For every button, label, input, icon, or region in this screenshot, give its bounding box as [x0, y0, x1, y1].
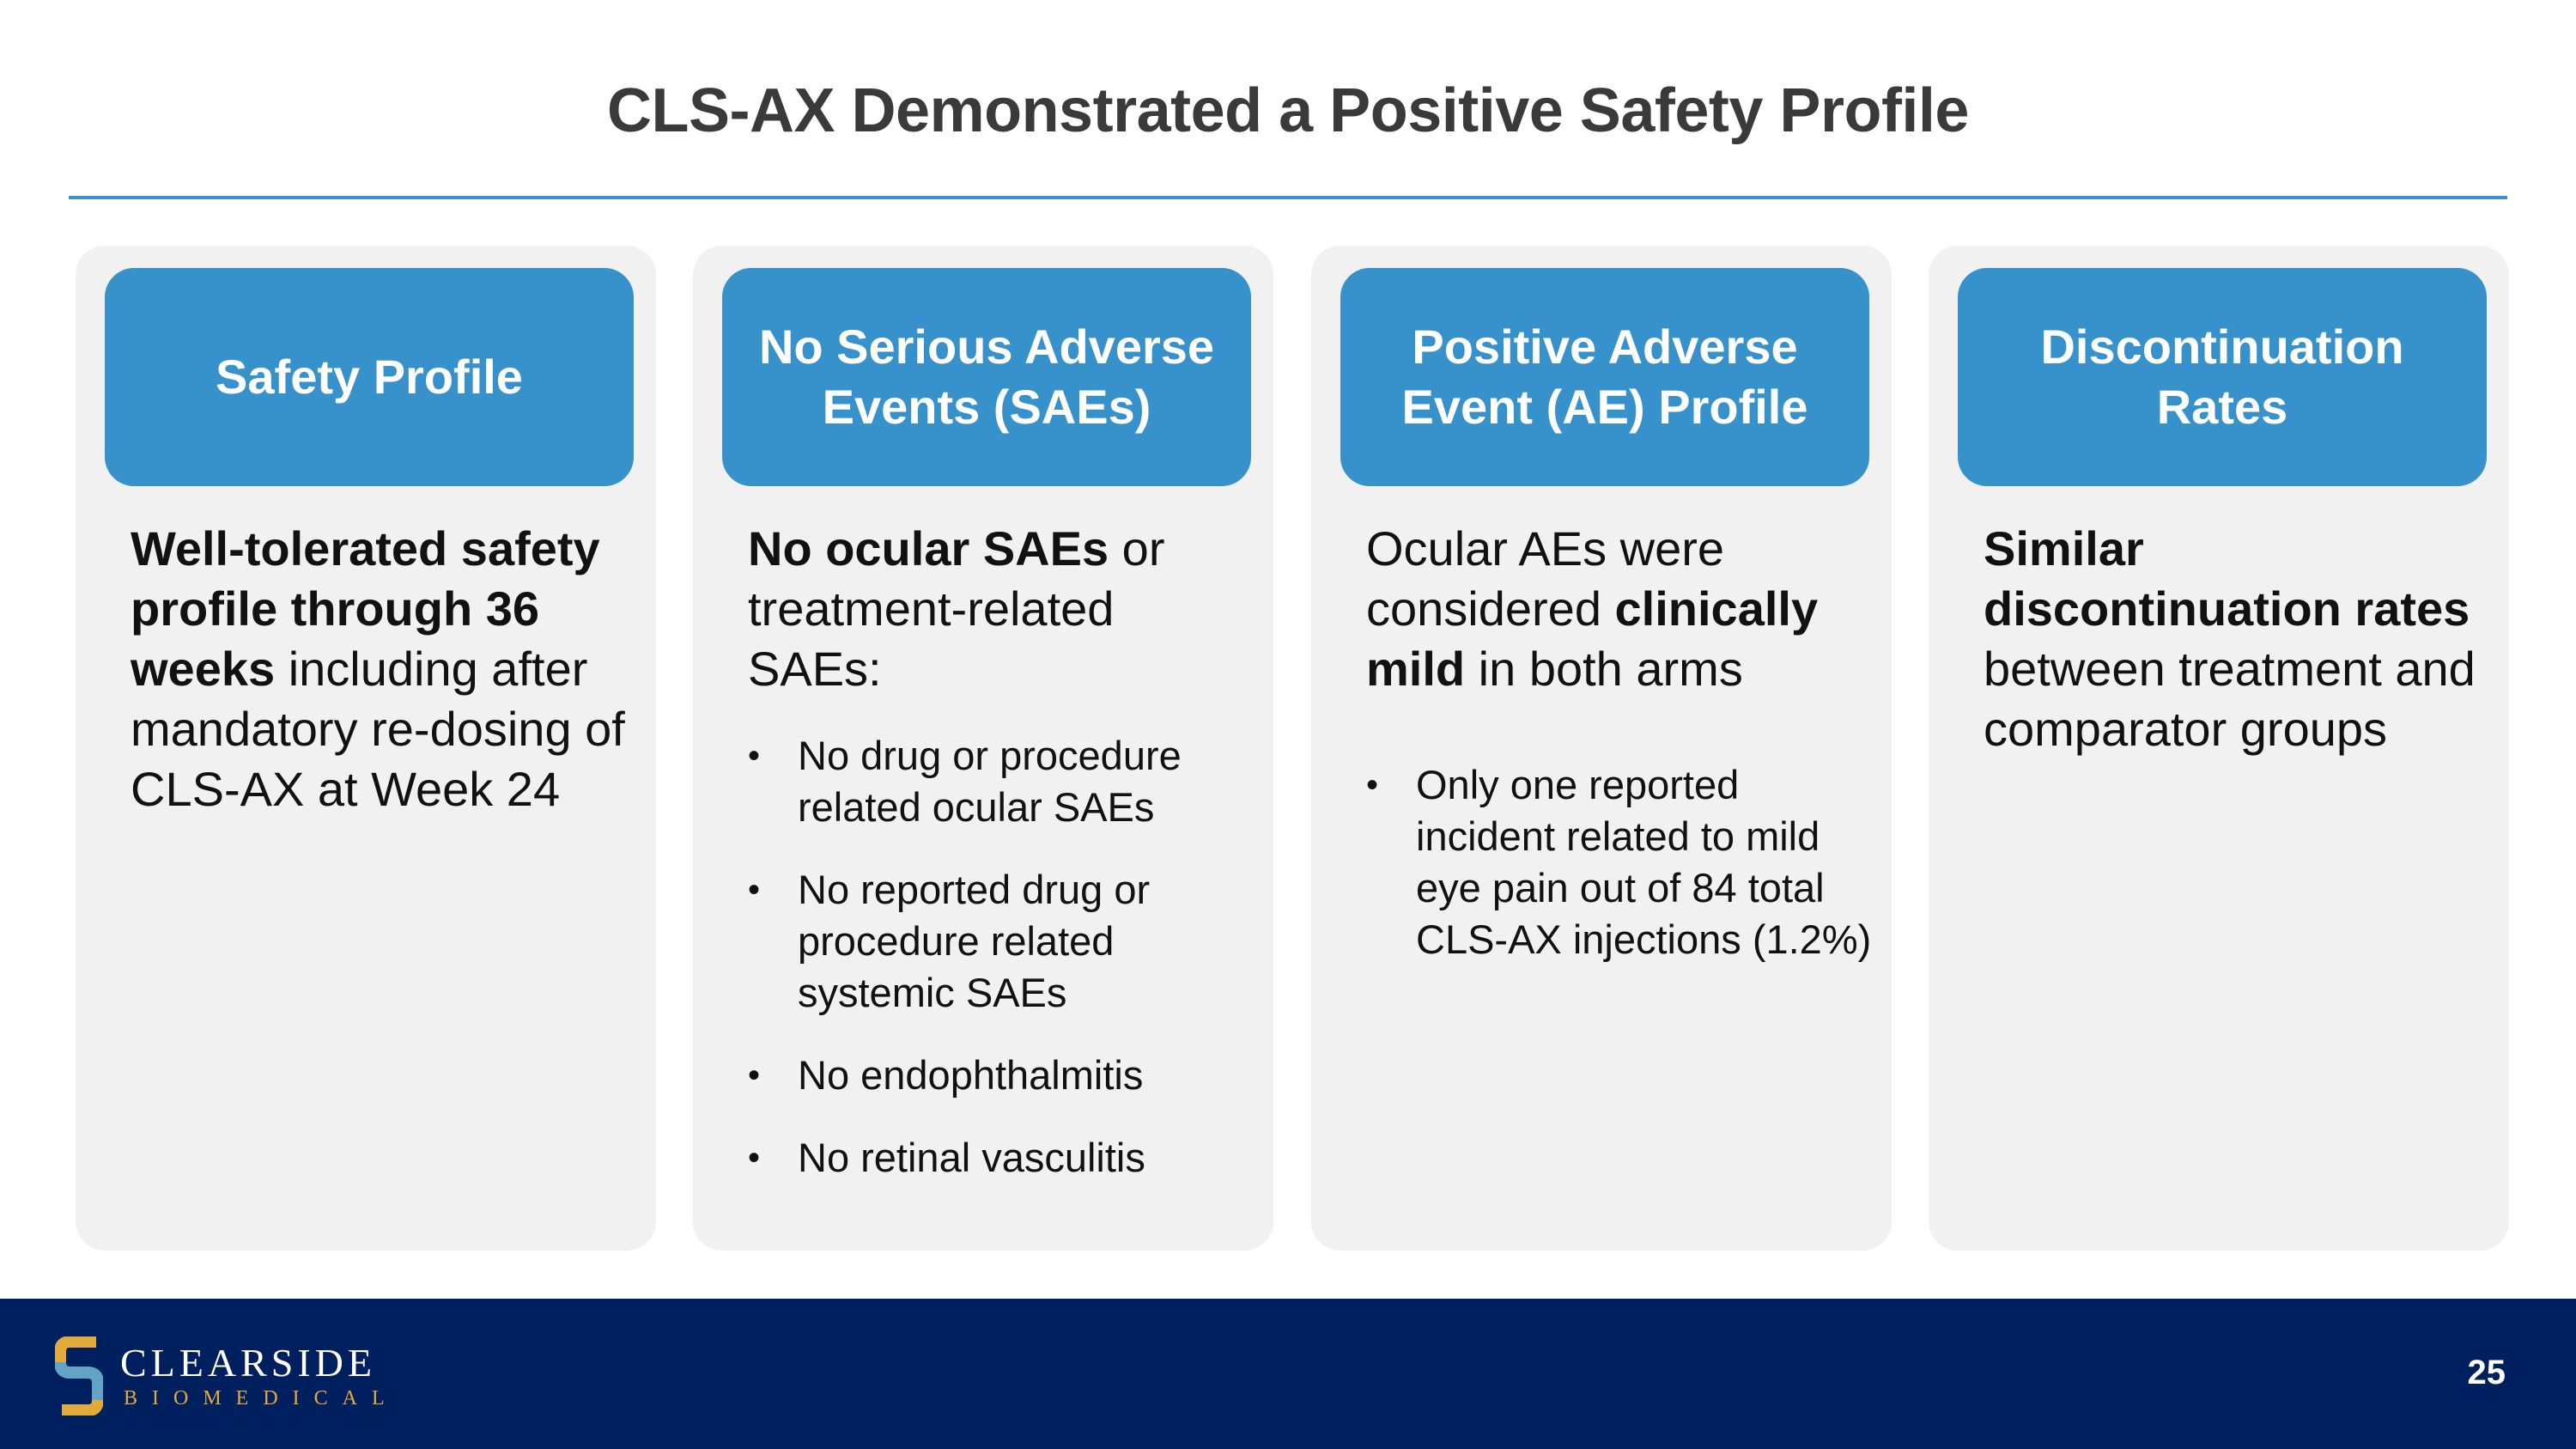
card-header-label: Positive Adverse Event (AE) Profile [1401, 320, 1808, 434]
card-body-bold: No ocular SAEs [748, 521, 1109, 575]
card-no-serious-adverse-events [693, 246, 1273, 1251]
logo-subwordmark: BIOMEDICAL [124, 1387, 399, 1409]
card-header-label: Safety Profile [216, 350, 523, 404]
card-positive-adverse-event-profile [1311, 246, 1892, 1251]
card-safety-profile [76, 246, 656, 1251]
card-body-bold: Well-tolerated safety profile through 36 weeks [131, 521, 600, 696]
card-body-text: or treatment-related SAEs: [748, 521, 1165, 696]
logo-wordmark: CLEARSIDE [120, 1341, 376, 1385]
clearside-logo [55, 1336, 399, 1416]
list-item [748, 730, 1255, 833]
bullet-dot-icon: • [748, 871, 761, 909]
card-header [1340, 268, 1869, 486]
card-header-label: Discontinuation Rates [2040, 320, 2404, 434]
bullet-dot-icon: • [1366, 766, 1379, 804]
card-discontinuation-rates [1929, 246, 2509, 1251]
card-body [748, 519, 1255, 699]
card-body [1984, 519, 2490, 759]
bullet-dot-icon: • [748, 737, 761, 775]
list-item [748, 1132, 1255, 1184]
bullet-list [748, 730, 1255, 1215]
clearside-s-logo-icon [55, 1336, 103, 1416]
slide-title: CLS-AX Demonstrated a Positive Safety Profile [607, 76, 1969, 145]
card-body-bold: Similar discontinuation rates [1984, 521, 2470, 636]
list-item [748, 1050, 1255, 1101]
bullet-dot-icon: • [748, 1056, 761, 1094]
list-item [1366, 759, 1873, 965]
bullet-dot-icon: • [748, 1139, 761, 1177]
title-divider [69, 196, 2507, 199]
card-header-label: No Serious Adverse Events (SAEs) [758, 320, 1215, 434]
page-number: 25 [2467, 1354, 2506, 1391]
bullet-text: No endophthalmitis [798, 1052, 1144, 1098]
card-body-bold: clinically mild [1366, 581, 1819, 696]
footer-bar [0, 1299, 2576, 1449]
card-body [131, 519, 637, 819]
card-body [1366, 519, 1873, 699]
list-item [748, 864, 1255, 1019]
bullet-text: Only one reported incident related to mild eye pain out of 84 total CLS-AX injections (1.2%) [1416, 762, 1872, 962]
card-header [722, 268, 1251, 486]
card-body-text: including after mandatory re-dosing of CLS-AX at Week 24 [131, 642, 625, 816]
bullet-text: No retinal vasculitis [798, 1135, 1145, 1180]
card-body-text: between treatment and comparator groups [1984, 642, 2476, 756]
card-header [105, 268, 634, 486]
bullet-list [1366, 759, 1873, 965]
bullet-text: No drug or procedure related ocular SAEs [798, 733, 1182, 830]
card-header [1958, 268, 2487, 486]
card-body-text: Ocular AEs were considered [1366, 521, 1725, 636]
card-body-text: in both arms [1465, 642, 1743, 696]
bullet-text: No reported drug or procedure related systemic SAEs [798, 867, 1151, 1015]
